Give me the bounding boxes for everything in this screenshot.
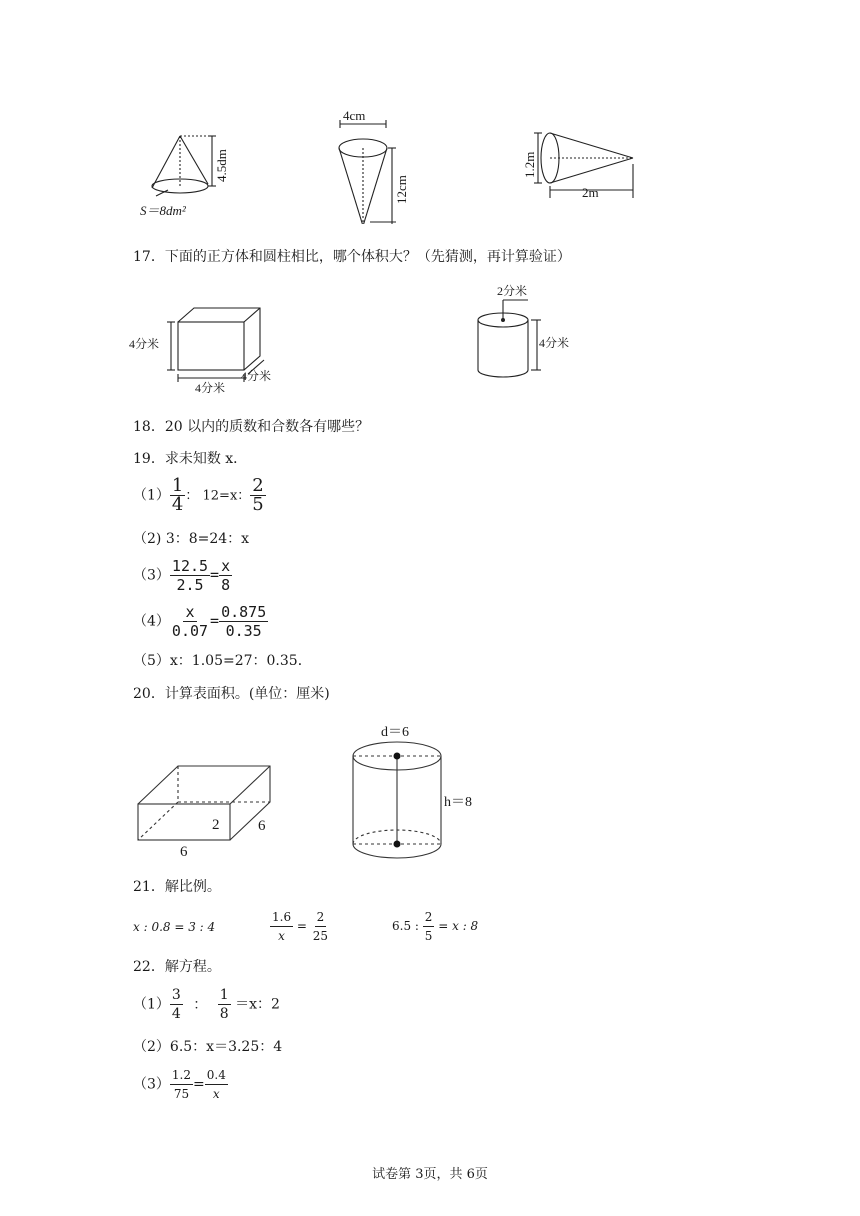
q19-1-label: （1） [133,487,170,504]
cone-3-diameter: 1.2m [522,151,537,178]
question-22: 22．解方程。 [133,959,221,975]
box-height: 2 [212,817,220,833]
q19-3-label: （3） [133,567,170,584]
question-17: 17．下面的正方体和圆柱相比，哪个体积大？（先猜测，再计算验证） [133,249,571,265]
cube-width: 4分米 [195,381,226,395]
question-19: 19．求未知数 x． [133,451,248,467]
q19-4-frac-a: $\frac{x}{0.07}$ [171,603,209,640]
q19-1-mid: ： 12=x： [185,488,251,504]
q19-part-3: （3） $\frac{12.5}{2.5}$ = $\frac{x}{8}$ [133,557,231,594]
q21-2-frac-a: $\frac{1.6}{x}$ [272,910,292,943]
q22-3-frac-b: $\frac{0.4}{x}$ [206,1068,226,1101]
q21-2-frac-b: $\frac{2}{25}$ [312,910,329,943]
cube-height: 4分米 [129,337,160,351]
cylinder-height: 4分米 [539,336,570,350]
q19-part-4: （4） $\frac{x}{0.07}$ = $\frac{0.875}{0.35}$ [133,603,267,640]
q22-part-3: （3） $\frac{1.2}{75}$ = $\frac{0.4}{x}$ [133,1068,226,1101]
cylinder [478,300,541,377]
cylinder-radius: 2分米 [497,284,528,298]
page-footer: 试卷第 3页，共 6页 [372,1167,488,1182]
box-depth: 6 [258,818,266,834]
q19-4-label: （4） [133,613,170,630]
q21-3-frac: $\frac{2}{5}$ [424,910,433,943]
q19-1-frac-b: $\frac{2}{5}$ [252,475,264,515]
cube-depth: 4分米 [241,369,272,383]
q19-part-1 [133,477,266,514]
cone-1-height: 4.5dm [214,149,229,182]
rect-box [138,766,270,840]
q22-part-1: （1） $\frac{3}{4}$ ： $\frac{1}{8}$ ＝x：2 [133,987,280,1022]
q19-part-5: （5）x：1.05=27：0.35． [133,653,312,669]
box-width: 6 [180,844,188,860]
cylinder-diameter: d＝6 [381,725,409,740]
q19-1-frac-a: $\frac{1}{4}$ [171,475,184,515]
q21-eq-1: x : 0.8 = 3 : 4 [133,920,216,934]
q22-3-frac-a: $\frac{1.2}{75}$ [171,1068,192,1101]
q21-eq-2: $\frac{1.6}{x}$ = $\frac{2}{25}$ [272,910,329,943]
q20-figures [130,718,490,864]
question-18: 18．20 以内的质数和合数各有哪些？ [133,419,370,435]
q22-1-frac-a: $\frac{3}{4}$ [171,987,181,1022]
q22-part-2: （2）6.5：x＝3.25：4 [133,1039,283,1055]
q22-1-label: （1） [133,996,170,1013]
cone-3-length: 2m [582,185,599,200]
q22-3-label: （3） [133,1076,170,1093]
q19-part-2: （2) 3：8=24：x [133,531,250,547]
q19-3-frac-a: $\frac{12.5}{2.5}$ [171,557,209,594]
q17-figures [125,282,605,396]
cone-2-diameter: 4cm [343,108,366,123]
cylinder-h: h＝8 [444,795,472,810]
question-20: 20．计算表面积。(单位：厘米) [133,686,330,702]
q22-1-frac-b: $\frac{1}{8}$ [219,987,229,1022]
q21-eq-3: 6.5 : $\frac{2}{5}$ = x : 8 [392,910,479,943]
cone-2 [339,120,396,224]
cone-2-height: 12cm [394,175,409,204]
q19-4-frac-b: $\frac{0.875}{0.35}$ [221,603,267,640]
cone-1-base: S＝8dm² [140,203,186,218]
cone-1 [152,136,216,196]
q19-3-frac-b: $\frac{x}{8}$ [221,557,231,594]
question-21: 21．解比例。 [133,879,221,895]
cone-figures [130,108,650,224]
